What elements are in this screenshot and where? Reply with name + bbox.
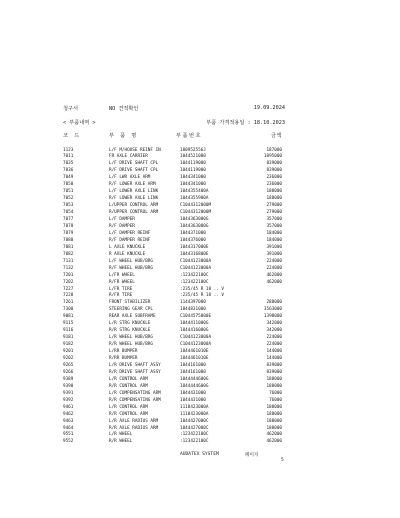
table-row (0, 252, 400, 258)
table-row (0, 287, 400, 293)
row-code: 9389 (63, 376, 74, 382)
table-row (0, 168, 400, 174)
row-part-name: L/F DRIVE SHAFT CPL (109, 161, 159, 167)
row-part-number: 1044341000 (180, 175, 206, 181)
row-part-number: 1044161000 (180, 369, 206, 375)
row-amount: 188000 (266, 404, 282, 410)
table-row (0, 224, 400, 230)
row-part-number: :123422100C (180, 272, 209, 278)
row-code: 7053 (63, 203, 74, 209)
row-amount: 76000 (269, 397, 282, 403)
row-part-number: C1044312000M (180, 203, 212, 209)
row-amount: 279000 (266, 210, 282, 216)
row-part-name: R/R WHEEL HUB/BRG (109, 342, 153, 348)
row-part-number: 1144397000 (180, 300, 206, 306)
row-code: 7049 (63, 175, 74, 181)
row-part-name: L/FR TIRE (109, 286, 133, 292)
row-amount: 3563000 (263, 307, 282, 313)
row-part-number: 1044411000G (180, 321, 209, 327)
row-part-name: L/R AXLE RADIUS ARM (109, 418, 159, 424)
table-row (0, 363, 400, 369)
row-part-name: R/R COMPENSATING ARM (109, 397, 161, 403)
row-part-name: R/FR TIRE (109, 293, 133, 299)
row-part-number: :123422100C (180, 279, 209, 285)
table-row (0, 182, 400, 188)
table-row (0, 321, 400, 327)
row-code: 7078 (63, 223, 74, 229)
row-amount: 839000 (266, 161, 282, 167)
row-amount: 188000 (266, 425, 282, 431)
table-row (0, 405, 400, 411)
row-code: 7082 (63, 251, 74, 257)
row-part-number: 1044444600G (180, 383, 209, 389)
row-amount: 236000 (266, 182, 282, 188)
row-amount: 236000 (266, 175, 282, 181)
row-code: 7077 (63, 217, 74, 222)
row-part-number: C1044312000M (180, 210, 212, 216)
row-part-name: L/FR WHEEL (109, 272, 135, 278)
table-row (0, 314, 400, 320)
row-code: 9266 (63, 369, 74, 375)
row-amount: 224000 (266, 265, 282, 271)
row-code: 7081 (63, 244, 74, 250)
row-part-number: 1044317000E (180, 244, 209, 250)
row-code: 7227 (63, 286, 74, 292)
table-row (0, 391, 400, 397)
row-part-name: R/F DAMPER (109, 223, 135, 229)
row-part-number: 1044431000 (180, 397, 206, 403)
price-applied-date: 부품 가격적용일 : 18.10.2023 (206, 120, 285, 126)
row-part-name: R/UPPER CONTROL ARM (109, 210, 159, 216)
row-part-name: R AXLE KNUCKLE (109, 251, 146, 257)
row-amount: 188000 (266, 383, 282, 389)
table-row (0, 384, 400, 390)
table-row (0, 356, 400, 362)
row-code: 9182 (63, 342, 74, 348)
section-title: < 부품내역 > (63, 120, 96, 126)
footer-page-number: 5 (281, 458, 284, 463)
row-code: 9115 (63, 321, 74, 327)
row-part-number: C1044123000A (180, 258, 212, 264)
row-amount: 462000 (266, 432, 282, 438)
table-row (0, 370, 400, 376)
row-part-name: L/R WHEEL HUB/BRG (109, 335, 153, 341)
row-part-number: 1044363000G (180, 217, 209, 222)
row-part-number: 1044416000G (180, 328, 209, 334)
row-part-name: L/R CONTROL ARM (109, 376, 148, 382)
row-part-name: R/F DRIVE SHAFT CPL (109, 168, 159, 174)
row-part-name: L/R DRIVE SHAFT ASSY (109, 362, 161, 368)
row-amount: 76000 (269, 390, 282, 396)
document-type-label: 청구서 (63, 106, 79, 112)
row-part-number: 1044355400A (180, 189, 209, 195)
table-row (0, 432, 400, 438)
table-row (0, 349, 400, 355)
row-part-number: 1044161000 (180, 362, 206, 368)
row-code: 7202 (63, 279, 74, 285)
row-amount: 224000 (266, 335, 282, 341)
row-part-number: 1044363000G (180, 223, 209, 229)
table-row (0, 175, 400, 181)
document-number: NO 견적확인 (109, 106, 139, 112)
row-code: 7052 (63, 196, 74, 202)
row-amount: 462000 (266, 439, 282, 445)
row-part-name: L/F DAMPER (109, 217, 135, 222)
row-amount: 188000 (266, 196, 282, 202)
row-code: 7228 (63, 293, 74, 299)
row-code: 9081 (63, 314, 74, 320)
row-part-name: L/F LOWER AXLE LINK (109, 189, 159, 195)
row-part-number: 1044831000 (180, 307, 206, 313)
row-code: 7132 (63, 265, 74, 271)
row-part-name: L/R CONTROL ARM (109, 404, 148, 410)
row-part-name: R/F LOWER AXLE LINK (109, 196, 159, 202)
row-code: 9464 (63, 425, 74, 431)
row-part-number: 1044119000 (180, 168, 206, 174)
row-part-name: R/FR WHEEL (109, 279, 135, 285)
document-date: 19.09.2024 (253, 105, 285, 111)
row-amount: 391000 (266, 244, 282, 250)
row-code: 7036 (63, 168, 74, 174)
row-amount: 224000 (266, 342, 282, 348)
table-row (0, 328, 400, 334)
row-part-name: R/R CONTROL ARM (109, 411, 148, 417)
row-code: 9116 (63, 328, 74, 334)
row-part-name: L/F LWR AXLE ARM (109, 175, 151, 181)
row-code: 9551 (63, 432, 74, 438)
table-row (0, 189, 400, 195)
row-part-number: 1044521000 (180, 154, 206, 160)
table-row (0, 335, 400, 341)
row-part-name: R/F DAMPER REINF (109, 237, 151, 243)
row-part-number: 1044341000 (180, 182, 206, 188)
row-code: 9202 (63, 356, 74, 361)
row-part-name: L/UPPER CONTROL ARM (109, 203, 159, 209)
column-header-code: 코 드 (63, 133, 81, 139)
row-amount: 357000 (266, 223, 282, 229)
row-part-number: 1044119000 (180, 161, 206, 167)
row-code: 9461 (63, 404, 74, 410)
row-part-name: R/R AXLE RADIUS ARM (109, 425, 159, 431)
row-part-number: :235/45 R 18 .. V (180, 286, 224, 292)
table-row (0, 398, 400, 404)
row-code: 7051 (63, 189, 74, 195)
row-amount: 839000 (266, 369, 282, 375)
row-amount: 188000 (266, 376, 282, 382)
row-code: 9463 (63, 418, 74, 424)
table-row (0, 231, 400, 237)
row-amount: 839000 (266, 362, 282, 368)
table-row (0, 273, 400, 279)
table-row (0, 238, 400, 244)
row-code: 7054 (63, 210, 74, 216)
row-part-number: :123422100C (180, 439, 209, 445)
row-part-name: FR AXLE CARRIER (109, 154, 148, 160)
row-amount: 279000 (266, 203, 282, 209)
row-amount: 188000 (266, 189, 282, 195)
table-row (0, 210, 400, 216)
column-header-amount: 금액 (270, 133, 282, 139)
table-row (0, 266, 400, 272)
row-code: 7261 (63, 300, 74, 306)
row-part-name: REAR AXLE SUBFRAME (109, 314, 156, 320)
row-amount: 357000 (266, 217, 282, 222)
table-row (0, 342, 400, 348)
row-part-number: 1118423000A (180, 411, 209, 417)
row-code: 7011 (63, 154, 74, 160)
row-code: 1123 (63, 147, 74, 153)
row-part-number: C1044123000A (180, 265, 212, 271)
row-part-name: L AXLE KNUCKLE (109, 244, 146, 250)
table-row (0, 426, 400, 432)
table-row (0, 196, 400, 202)
row-code: 9390 (63, 383, 74, 389)
table-row (0, 307, 400, 313)
row-code: 7035 (63, 161, 74, 167)
row-amount: 342000 (266, 328, 282, 334)
table-row (0, 148, 400, 154)
row-part-name: L/F M/HOUSE REINF IN (109, 147, 161, 153)
row-part-name: L/R COMPENSATING ARM (109, 390, 161, 396)
table-row (0, 161, 400, 167)
row-amount: 188000 (266, 418, 282, 424)
row-code: 9552 (63, 439, 74, 445)
row-amount: 342000 (266, 321, 282, 327)
column-header-name: 부 품 명 (109, 133, 138, 139)
row-amount: 184000 (266, 230, 282, 236)
row-part-number: 1044355900A (180, 196, 209, 202)
table-row (0, 300, 400, 306)
row-amount: 188000 (266, 411, 282, 417)
table-row (0, 259, 400, 265)
row-part-number: C1044123000A (180, 335, 212, 341)
row-part-number: 1044316800E (180, 251, 209, 257)
row-part-number: C1044123000A (180, 342, 212, 348)
row-part-name: R/F WHEEL HUB/BRG (109, 265, 153, 271)
row-part-number: 1044427000C (180, 425, 209, 431)
row-code: 9265 (63, 362, 74, 368)
row-amount: 144000 (266, 356, 282, 361)
row-part-number: 1044444600G (180, 376, 209, 382)
row-part-number: C1044575000E (180, 314, 212, 320)
table-row (0, 412, 400, 418)
footer-system: AUDATEX SYSTEM (180, 452, 219, 457)
row-code: 7080 (63, 237, 74, 243)
column-header-part-no: 부품번호 (176, 133, 203, 139)
row-part-number: 1044431000 (180, 390, 206, 396)
footer-page-label: 페이지 (245, 453, 259, 458)
row-amount: 288000 (266, 300, 282, 306)
table-row (0, 439, 400, 445)
table-row (0, 293, 400, 299)
row-code: 7131 (63, 258, 74, 264)
row-part-name: R/R WHEEL (109, 439, 133, 445)
row-amount: 1095000 (263, 154, 282, 160)
row-part-name: R/R STRG KNUCKLE (109, 328, 151, 334)
row-amount: 462000 (266, 279, 282, 285)
row-code: 7201 (63, 272, 74, 278)
row-part-name: R/F LOWER AXLE ARM (109, 182, 156, 188)
row-part-name: R/R CONTROL ARM (109, 383, 148, 389)
row-part-name: R/R DRIVE SHAFT ASSY (109, 369, 161, 375)
row-amount: 839000 (266, 168, 282, 174)
table-row (0, 217, 400, 223)
row-part-name: L/RR BUMPER (109, 349, 138, 355)
row-part-number: 1044461010E (180, 349, 209, 355)
row-code: 9181 (63, 335, 74, 341)
row-amount: 187000 (266, 147, 282, 153)
row-part-number: :123422100C (180, 432, 209, 438)
row-amount: 144000 (266, 349, 282, 355)
row-part-number: 1044427000C (180, 418, 209, 424)
row-part-number: 1044376000 (180, 237, 206, 243)
row-code: 7050 (63, 182, 74, 188)
row-code: 7079 (63, 230, 74, 236)
row-part-name: L/F DAMPER REINF (109, 230, 151, 236)
row-part-name: L/F WHEEL HUB/BRG (109, 258, 153, 264)
row-part-name: L/R WHEEL (109, 432, 133, 438)
row-part-number: 1118423000A (180, 404, 209, 410)
row-code: 9201 (63, 349, 74, 355)
row-code: 9391 (63, 390, 74, 396)
row-amount: 1398000 (263, 314, 282, 320)
row-part-number: :235/45 R 18 .. V (180, 293, 224, 299)
row-part-number: 180952556J (180, 147, 206, 153)
row-part-name: FRONT STABILIZER (109, 300, 151, 306)
row-part-number: 1044461010E (180, 356, 209, 361)
row-part-number: 1044371000 (180, 230, 206, 236)
row-part-name: R/RR BUMPER (109, 356, 138, 361)
table-row (0, 280, 400, 286)
row-part-name: STEERING GEAR CPL (109, 307, 153, 313)
table-row (0, 154, 400, 160)
table-row (0, 377, 400, 383)
table-row (0, 245, 400, 251)
row-code: 9462 (63, 411, 74, 417)
row-amount: 184000 (266, 237, 282, 243)
row-code: 9392 (63, 397, 74, 403)
row-amount: 391000 (266, 251, 282, 257)
row-code: 7300 (63, 307, 74, 313)
table-row (0, 203, 400, 209)
row-amount: 462000 (266, 272, 282, 278)
row-amount: 224000 (266, 258, 282, 264)
row-part-name: L/R STRG KNUCKLE (109, 321, 151, 327)
table-row (0, 419, 400, 425)
